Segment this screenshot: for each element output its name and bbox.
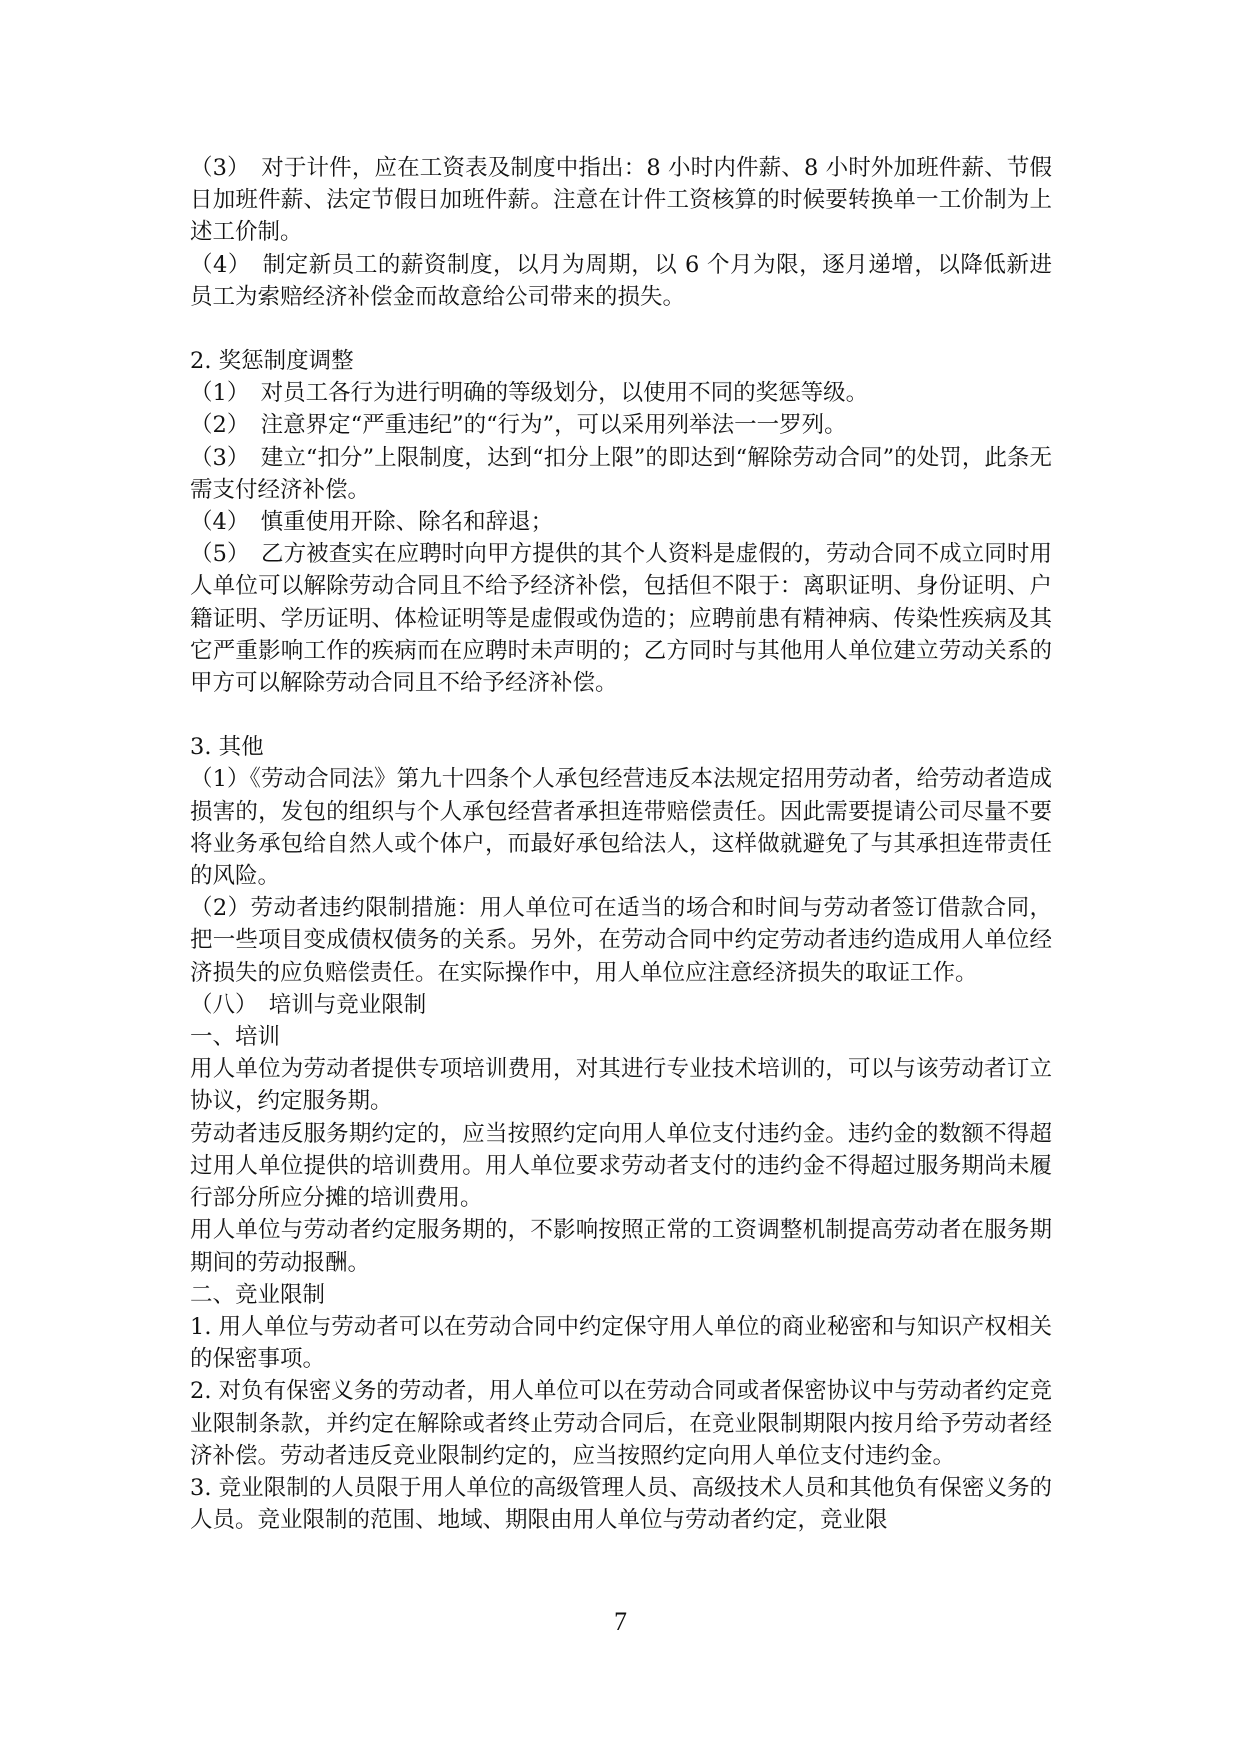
paragraph-reward-4: （4） 慎重使用开除、除名和辞退；: [190, 509, 554, 536]
paragraph-reward-2: （2） 注意界定“严重违纪”的“行为”，可以采用列举法一一罗列。: [190, 412, 847, 439]
paragraph-piece-rate: （3） 对于计件，应在工资表及制度中指出：8 小时内件薪、8 小时外加班件薪、节假日加班件薪、法定节假日加班件薪。注意在计件工资核算的时候要转换单一工价制为上述工价制。: [190, 155, 1052, 246]
spacer: [190, 699, 1052, 731]
paragraph-reward-5: （5） 乙方被查实在应聘时向甲方提供的其个人资料是虚假的，劳动合同不成立同时用人单位可以解除劳动合同且不给予经济补偿，包括但不限于：离职证明、身份证明、户籍证明、学历证明、体检证明等是虚假或伪造的；应聘前患有精神病、传染性疾病及其它严重影响工作的疾病而在应聘时未声明的；乙方同时与其他用人单位建立劳动关系的甲方可以解除劳动合同且不给予经济补偿。: [190, 541, 1052, 697]
paragraph-reward-3: （3） 建立“扣分”上限制度，达到“扣分上限”的即达到“解除劳动合同”的处罚，此条无需支付经济补偿。: [190, 444, 1052, 503]
subheading-training: 一、培训: [190, 1024, 281, 1051]
page-number: 7: [614, 1607, 627, 1636]
section-heading-rewards: 2. 奖惩制度调整: [190, 348, 354, 375]
spacer: [190, 313, 1052, 345]
paragraph-noncompete-1: 1. 用人单位与劳动者可以在劳动合同中约定保守用人单位的商业秘密和与知识产权相关的保密事项。: [190, 1313, 1052, 1373]
paragraph-training-1: 用人单位为劳动者提供专项培训费用，对其进行专业技术培训的，可以与该劳动者订立协议，约定服务期。: [190, 1056, 1052, 1115]
paragraph-training-2: 劳动者违反服务期约定的，应当按照约定向用人单位支付违约金。违约金的数额不得超过用人单位提供的培训费用。用人单位要求劳动者支付的违约金不得超过服务期尚未履行部分所应分摊的培训费用。: [190, 1120, 1052, 1212]
paragraph-reward-1: （1） 对员工各行为进行明确的等级划分，以使用不同的奖惩等级。: [190, 380, 869, 407]
paragraph-new-employee-pay: （4） 制定新员工的薪资制度，以月为周期，以 6 个月为限，逐月递增，以降低新进员工为索赔经济补偿金而故意给公司带来的损失。: [190, 251, 1052, 310]
paragraph-training-3: 用人单位与劳动者约定服务期的，不影响按照正常的工资调整机制提高劳动者在服务期期间的劳动报酬。: [190, 1217, 1052, 1276]
paragraph-other-1: （1）《劳动合同法》第九十四条个人承包经营违反本法规定招用劳动者，给劳动者造成损害的，发包的组织与个人承包经营者承担连带赔偿责任。因此需要提请公司尽量不要将业务承包给自然人或个体户，而最好承包给法人，这样做就避免了与其承担连带责任的风险。: [190, 766, 1052, 890]
paragraph-other-2: （2）劳动者违约限制措施：用人单位可在适当的场合和时间与劳动者签订借款合同，把一些项目变成债权债务的关系。另外，在劳动合同中约定劳动者违约造成用人单位经济损失的应负赔偿责任。在实际操作中，用人单位应注意经济损失的取证工作。: [190, 895, 1052, 986]
paragraph-noncompete-3: 3. 竞业限制的人员限于用人单位的高级管理人员、高级技术人员和其他负有保密义务的人员。竞业限制的范围、地域、期限由用人单位与劳动者约定，竞业限: [190, 1474, 1052, 1534]
subheading-noncompete: 二、竞业限制: [190, 1281, 326, 1308]
paragraph-noncompete-2: 2. 对负有保密义务的劳动者，用人单位可以在劳动合同或者保密协议中与劳动者约定竞业限制条款，并约定在解除或者终止劳动合同后，在竞业限制期限内按月给予劳动者经济补偿。劳动者违反竞业限制约定的，应当按照约定向用人单位支付违约金。: [190, 1378, 1052, 1469]
section-heading-other: 3. 其他: [190, 734, 264, 761]
document-body: [190, 152, 1052, 1536]
section-heading-training: （八） 培训与竞业限制: [190, 991, 427, 1018]
